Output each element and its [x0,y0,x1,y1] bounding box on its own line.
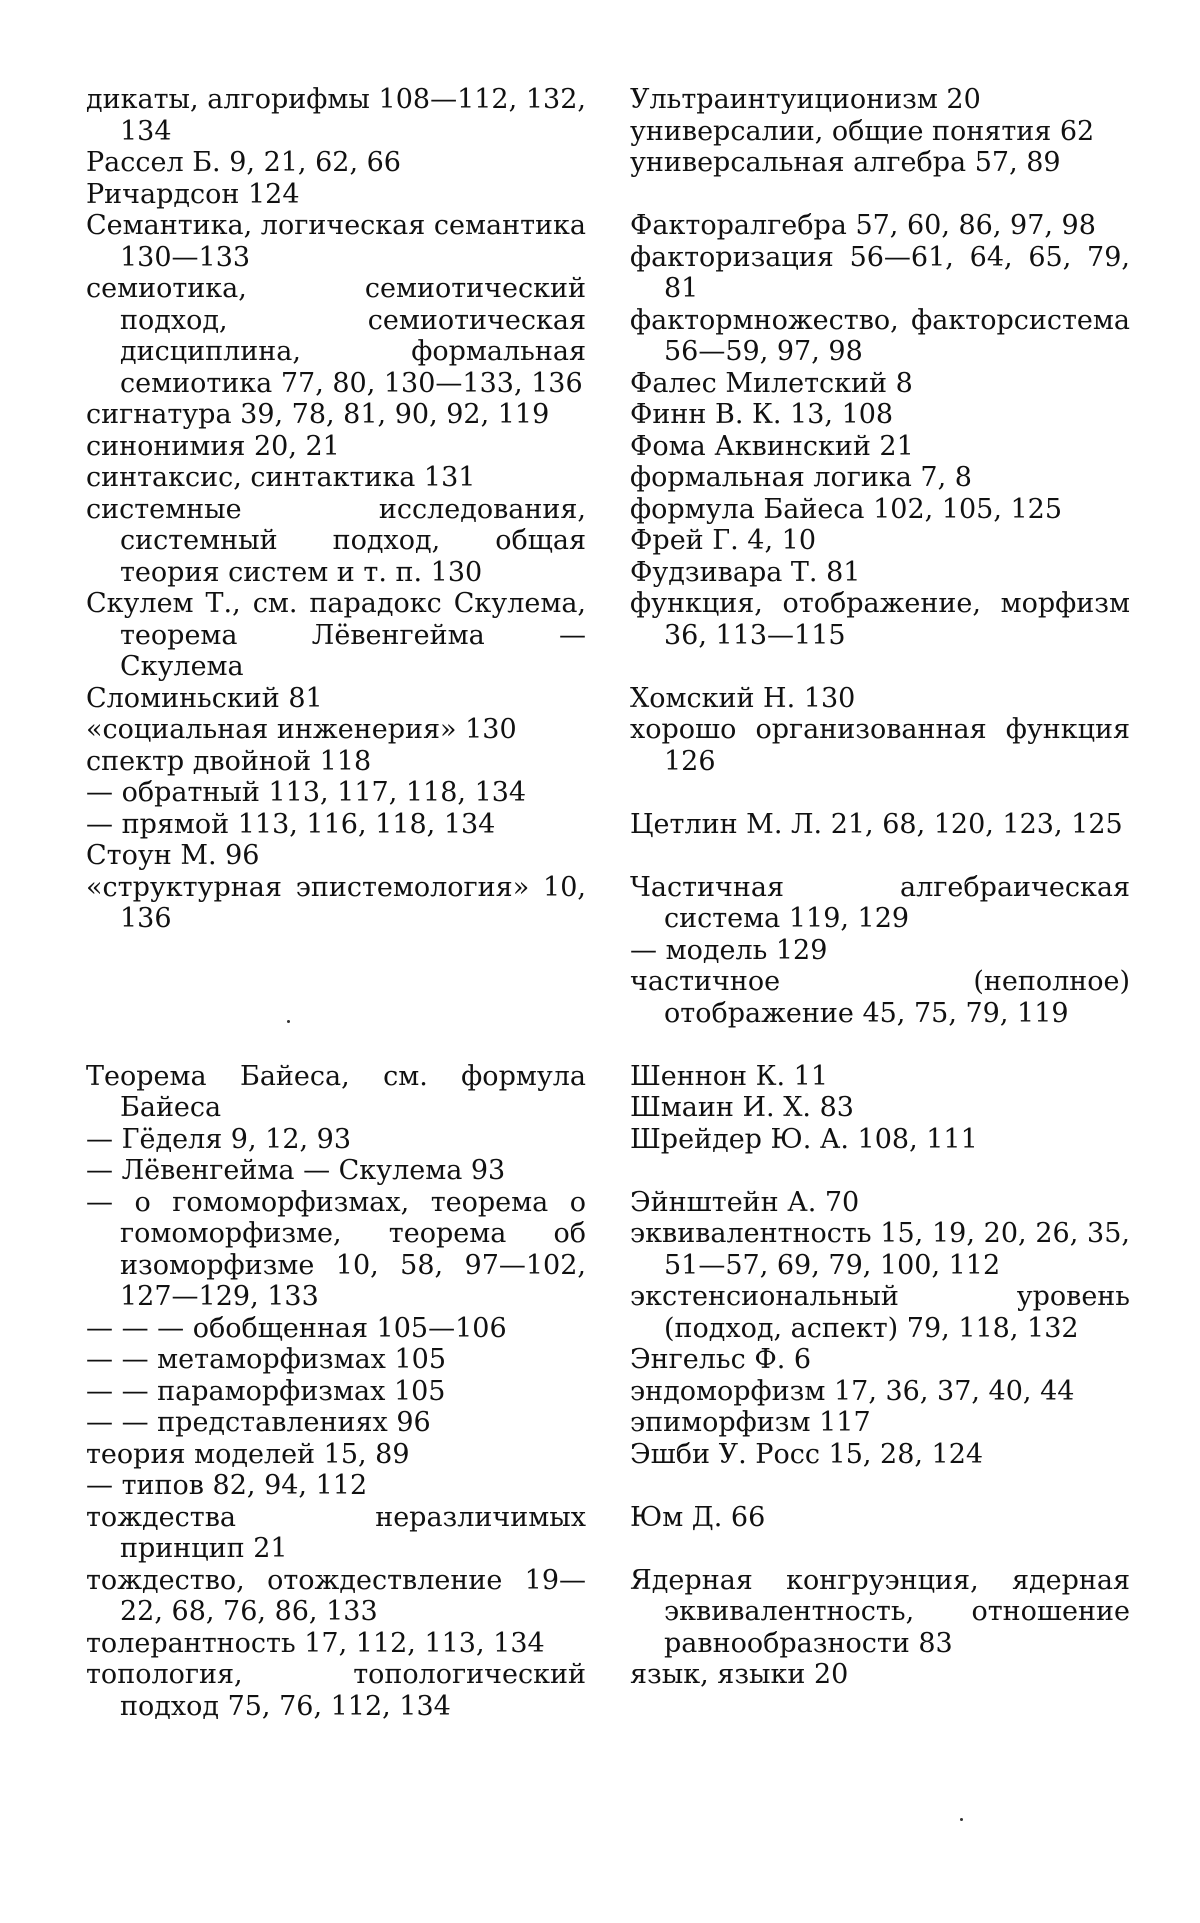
index-entry: Ультраинтуиционизм 20 [630,84,981,115]
index-entry: Сломиньский 81 [86,682,323,714]
index-entry: Фалес Милетский 8 [630,367,913,399]
index-entry: дикаты, алгорифмы 108—112, 132, 134 [86,84,586,147]
letter-group-spacer [630,1533,1130,1565]
index-entry: синтаксис, синтактика 131 [86,462,476,493]
index-letter-group [630,809,1130,841]
index-letter-group [630,210,1130,651]
index-entry: — обратный 113, 117, 118, 134 [86,777,527,808]
index-entry: — Гёделя 9, 12, 93 [86,1123,352,1155]
index-entry: Юм Д. 66 [630,1501,766,1533]
index-entry: — типов 82, 94, 112 [86,1470,368,1501]
index-entry: хорошо организованная функция 126 [630,714,1130,777]
index-entry: функция, отображение, морфизм 36, 113—115 [630,588,1130,651]
index-entry: — — метаморфизмах 105 [86,1344,447,1375]
index-entry: экстенсиональный уровень (подход, аспект) 79, 118, 132 [630,1281,1130,1344]
index-entry: универсальная алгебра 57, 89 [630,147,1061,178]
block-spacer [86,935,586,1061]
index-entry: фактормножество, факторсистема 56—59, 97, 98 [630,304,1130,367]
letter-group-spacer [630,840,1130,872]
index-entry: Шеннон К. 11 [630,1060,829,1092]
speck-mark [960,1818,963,1821]
index-entry: Стоун М. 96 [86,840,260,871]
index-entry: системные исследования, системный подход, общая теория систем и т. п. 130 [86,493,586,588]
index-letter-group [630,1502,1130,1534]
index-letter-group [630,1061,1130,1156]
letter-group-spacer [630,179,1130,211]
index-entry: — — параморфизмах 105 [86,1375,446,1407]
index-letter-group [630,872,1130,1030]
index-entry: Частичная алгебраическая система 119, 129 [630,871,1130,934]
index-entry: Фудзивара Т. 81 [630,556,861,588]
index-entry: синонимия 20, 21 [86,430,340,462]
index-entry: — Лёвенгейма — Скулема 93 [86,1155,506,1186]
index-entry: тождества неразличимых принцип 21 [86,1501,586,1564]
index-entry: частичное (неполное) отображение 45, 75, 79, 119 [630,966,1130,1029]
index-entry: — модель 129 [630,934,828,966]
index-block-t [86,1061,586,1723]
index-entry: эндоморфизм 17, 36, 37, 40, 44 [630,1375,1075,1407]
index-entry: «социальная инженерия» 130 [86,714,517,745]
index-entry: Фрей Г. 4, 10 [630,525,816,556]
letter-group-spacer [630,651,1130,683]
speck-mark [287,1020,290,1023]
index-entry: Шрейдер Ю. А. 108, 111 [630,1123,978,1155]
index-entry: Хомский Н. 130 [630,682,856,714]
index-entry: Рассел Б. 9, 21, 62, 66 [86,147,401,178]
letter-group-spacer [630,1470,1130,1502]
index-entry: Эйнштейн А. 70 [630,1186,860,1218]
index-entry: факторизация 56—61, 64, 65, 79, 81 [630,241,1130,304]
index-entry: спектр двойной 118 [86,745,372,777]
index-entry: Эшби У. Росс 15, 28, 124 [630,1438,984,1470]
letter-group-spacer [630,1029,1130,1061]
index-entry: Фома Аквинский 21 [630,430,914,462]
index-block-s [86,84,586,935]
index-entry: эпиморфизм 117 [630,1407,871,1438]
index-letter-group [630,1187,1130,1471]
index-entry: Финн В. К. 13, 108 [630,399,894,430]
index-entry: сигнатура 39, 78, 81, 90, 92, 119 [86,399,550,430]
index-letter-group [630,84,1130,179]
index-entry: «структурная эпистемология» 10, 136 [86,871,586,934]
index-entry: универсалии, общие понятия 62 [630,115,1095,147]
index-entry: толерантность 17, 112, 113, 134 [86,1627,545,1659]
index-entry: семиотика, семиотический подход, семиотическая дисциплина, формальная семиотика 77, 80, 130—133, 136 [86,273,586,399]
index-entry: формальная логика 7, 8 [630,462,972,493]
index-entry: — — — обобщенная 105—106 [86,1312,507,1344]
index-entry: Скулем Т., см. парадокс Скулема, теорема Лёвенгейма — Скулема [86,588,586,682]
index-entry: теория моделей 15, 89 [86,1438,410,1470]
index-entry: — о гомоморфизмах, теорема о гомоморфизме, теорема об изоморфизме 10, 58, 97—102, 127—129, 133 [86,1186,586,1312]
index-entry: эквивалентность 15, 19, 20, 26, 35, 51—57, 69, 79, 100, 112 [630,1218,1130,1281]
index-entry: Теорема Байеса, см. формула Байеса [86,1060,586,1123]
index-entry: язык, языки 20 [630,1659,849,1690]
index-entry: тождество, отождествление 19—22, 68, 76, 86, 133 [86,1564,586,1627]
index-column-right [630,84,1130,1691]
index-entry: — прямой 113, 116, 118, 134 [86,808,496,840]
index-column-left [86,84,586,1722]
index-entry: топология, топологический подход 75, 76, 112, 134 [86,1659,586,1722]
index-entry: Семантика, логическая семантика 130—133 [86,210,586,273]
letter-group-spacer [630,777,1130,809]
index-entry: Ричардсон 124 [86,178,300,210]
index-entry: Ядерная конгруэнция, ядерная эквивалентность, отношение равнообразности 83 [630,1564,1130,1659]
index-entry: Энгельс Ф. 6 [630,1344,812,1375]
index-entry: Факторалгебра 57, 60, 86, 97, 98 [630,210,1096,241]
index-entry: Цетлин М. Л. 21, 68, 120, 123, 125 [630,808,1123,840]
index-letter-group [630,1565,1130,1691]
index-letter-group [630,683,1130,778]
index-entry: Шмаин И. Х. 83 [630,1092,854,1123]
letter-group-spacer [630,1155,1130,1187]
index-entry: — — представлениях 96 [86,1407,431,1438]
index-entry: формула Байеса 102, 105, 125 [630,493,1063,525]
